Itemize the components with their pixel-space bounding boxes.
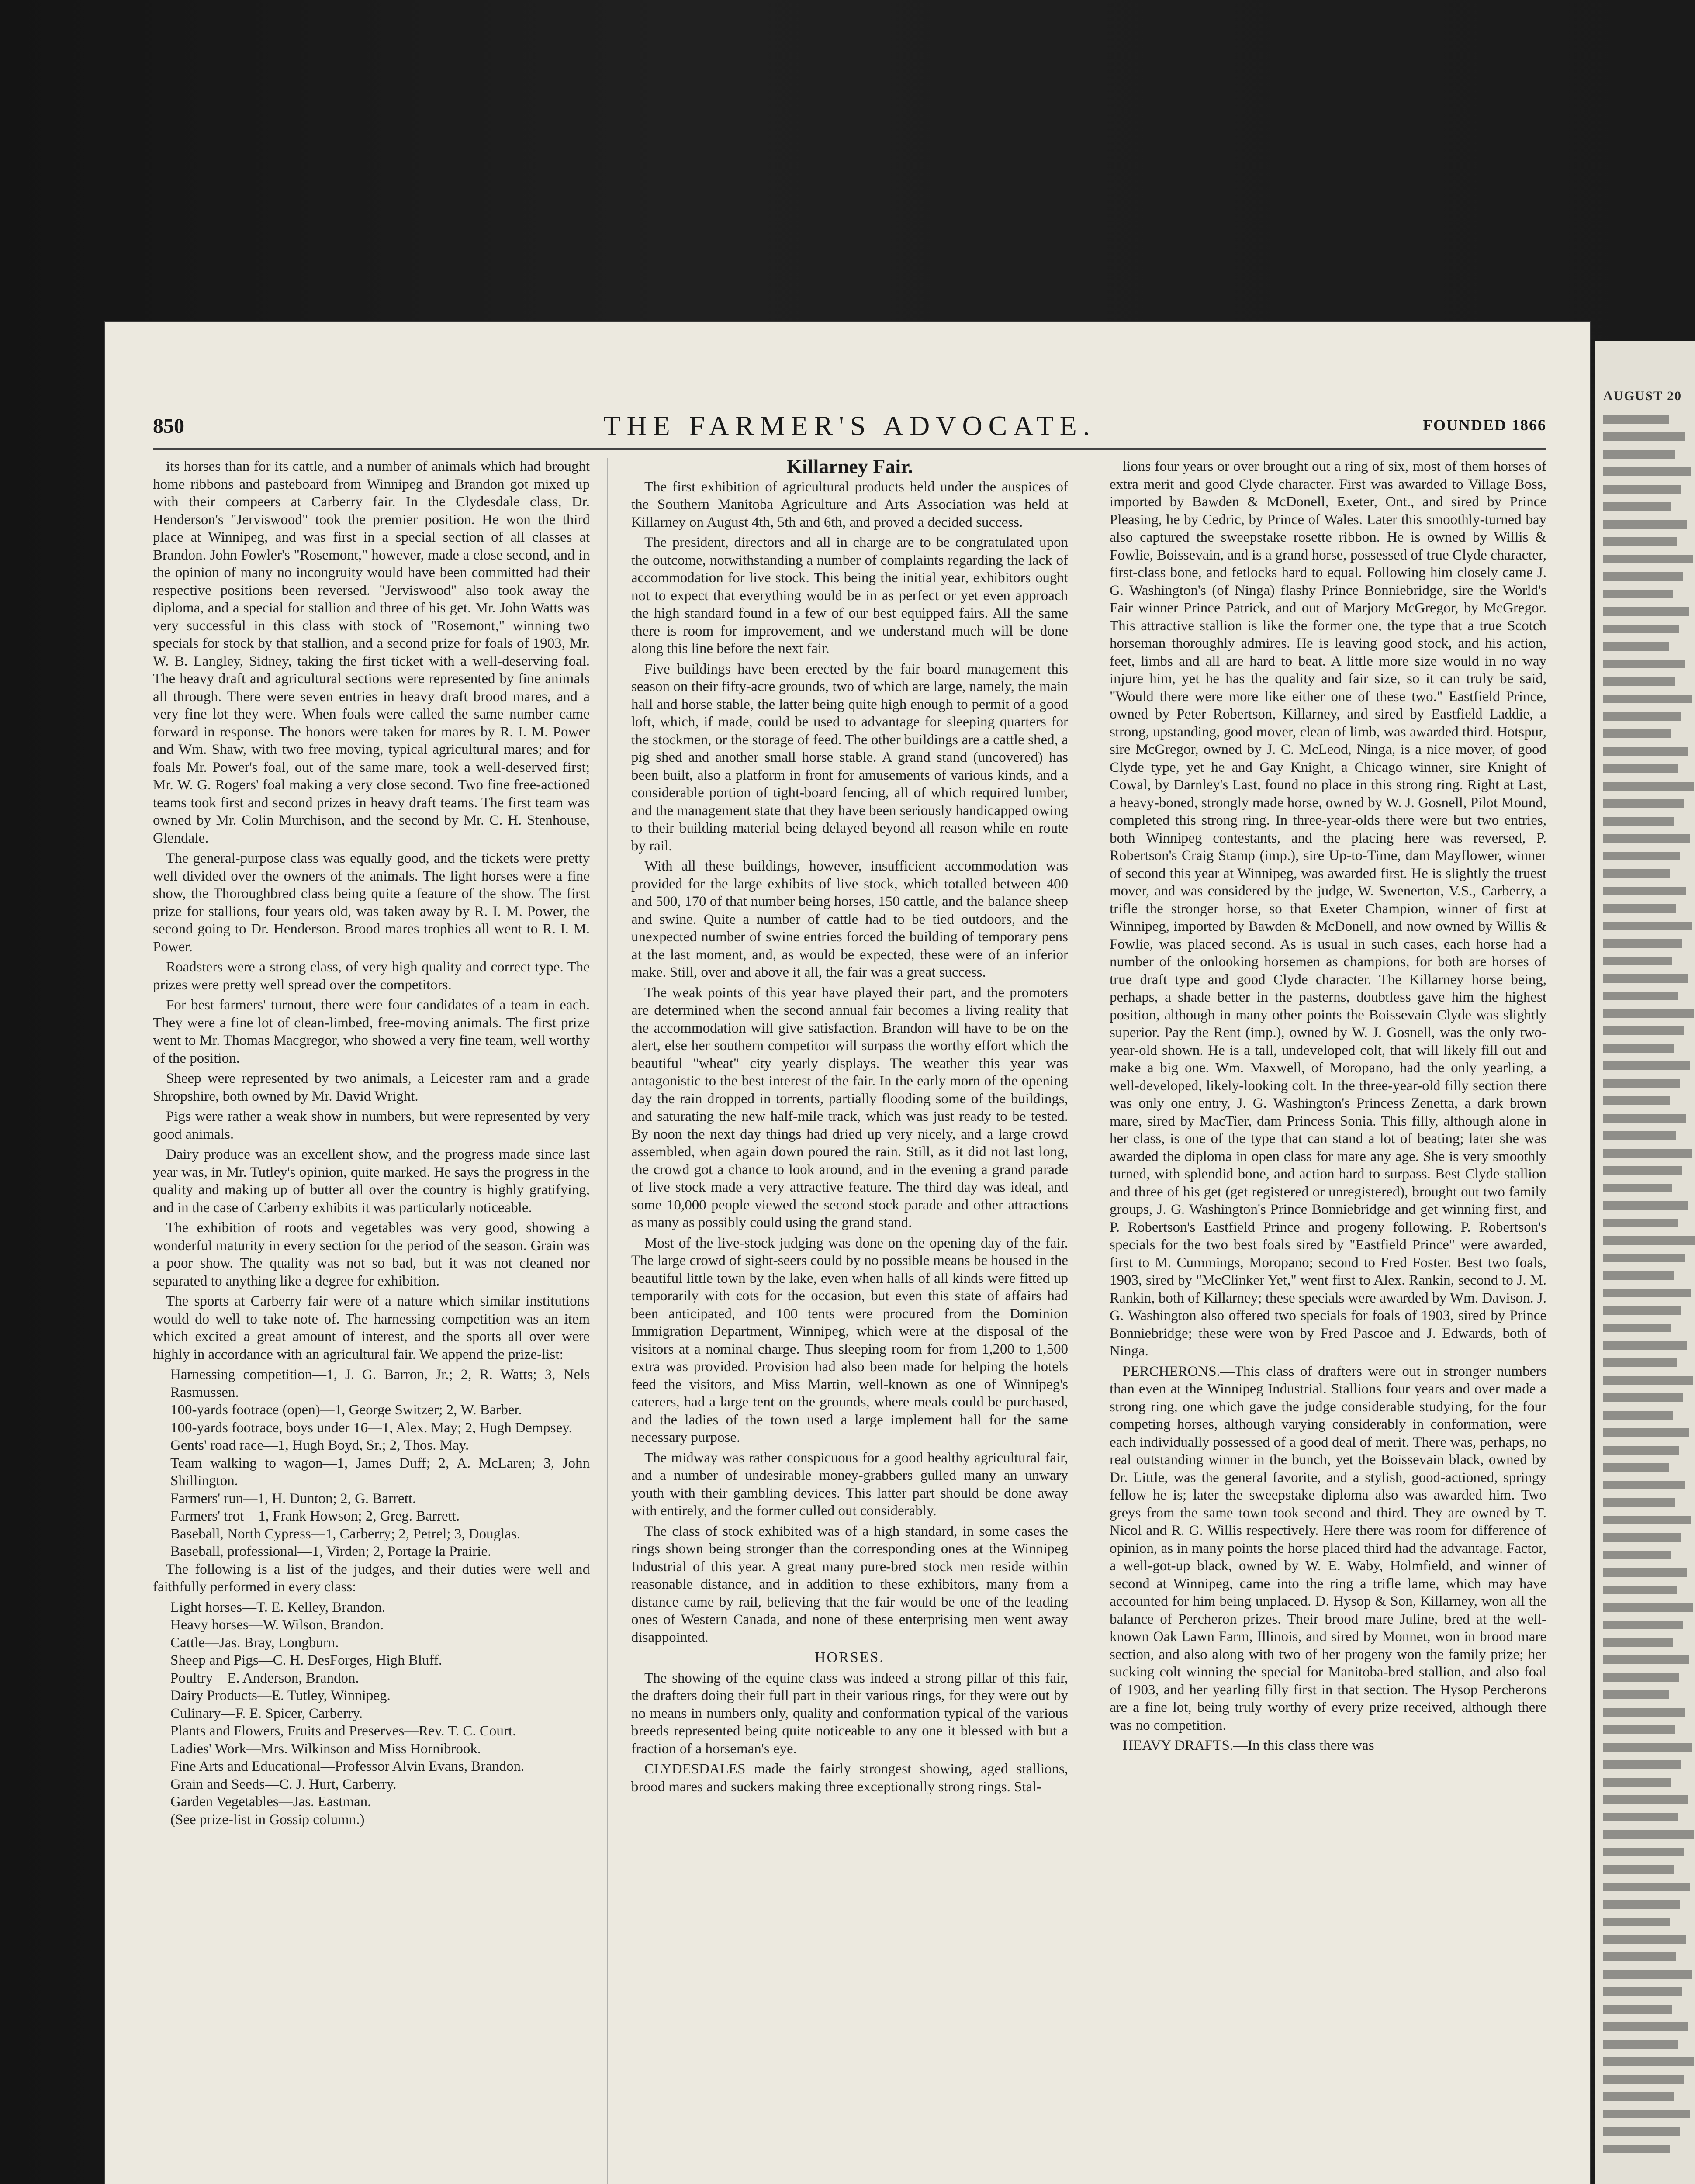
adjacent-page-line bbox=[1603, 834, 1690, 843]
adjacent-page-line bbox=[1603, 1795, 1688, 1804]
adjacent-page-line bbox=[1603, 2022, 1688, 2031]
judges-intro: The following is a list of the judges, and their duties were well and faithfully performed in every class: bbox=[153, 1561, 590, 1595]
adjacent-page-line bbox=[1603, 1166, 1682, 1175]
adjacent-page-edge bbox=[1595, 341, 1695, 2184]
judge-entry: Dairy Products—E. Tutley, Winnipeg. bbox=[170, 1688, 391, 1704]
paragraph: CLYDESDALES made the fairly strongest showing, aged stallions, brood mares and suckers making three exceptionally strong rings. Stal- bbox=[631, 1761, 1068, 1795]
prize-entry: Gents' road race—1, Hugh Boyd, Sr.; 2, Thos. May. bbox=[170, 1438, 469, 1453]
adjacent-page-line bbox=[1603, 1254, 1685, 1262]
adjacent-page-line bbox=[1603, 1813, 1678, 1821]
adjacent-page-line bbox=[1603, 1184, 1672, 1192]
adjacent-page-line bbox=[1603, 1289, 1691, 1297]
adjacent-page-line bbox=[1603, 1935, 1686, 1944]
adjacent-page-line bbox=[1603, 1516, 1691, 1524]
prize-entry: 100-yards footrace, boys under 16—1, Alex. May; 2, Hugh Dempsey. bbox=[170, 1420, 572, 1436]
judge-entry: Poultry—E. Anderson, Brandon. bbox=[170, 1670, 359, 1686]
adjacent-page-line bbox=[1603, 1848, 1684, 1856]
adjacent-page-line bbox=[1603, 467, 1691, 476]
judge-entry: Grain and Seeds—C. J. Hurt, Carberry. bbox=[170, 1776, 397, 1792]
adjacent-page-line bbox=[1603, 537, 1677, 546]
judge-entry: Cattle—Jas. Bray, Longburn. bbox=[170, 1635, 339, 1651]
adjacent-page-line bbox=[1603, 869, 1670, 878]
column-2-paragraphs bbox=[631, 478, 1068, 1647]
column-3-paragraphs bbox=[1110, 458, 1546, 1755]
article-title: Killarney Fair. bbox=[786, 455, 913, 477]
masthead: THE FARMER'S ADVOCATE. bbox=[603, 410, 1096, 441]
adjacent-page-line bbox=[1603, 1621, 1683, 1629]
adjacent-page-line bbox=[1603, 1306, 1681, 1315]
adjacent-page-line bbox=[1603, 1219, 1678, 1227]
adjacent-page-folio: AUGUST 20 bbox=[1603, 389, 1682, 403]
adjacent-page-line bbox=[1603, 677, 1675, 686]
adjacent-page-line bbox=[1603, 1061, 1690, 1070]
adjacent-page-line bbox=[1603, 1114, 1686, 1123]
adjacent-page-line bbox=[1603, 1271, 1674, 1280]
adjacent-page-line bbox=[1603, 1830, 1694, 1839]
adjacent-page-line bbox=[1603, 1428, 1689, 1437]
adjacent-page-line bbox=[1603, 1673, 1679, 1682]
adjacent-page-line bbox=[1603, 1009, 1694, 1018]
paragraph: PERCHERONS.—This class of drafters were out in stronger numbers than even at the Winnipeg Industrial. Stallions four years and over made a strong ring, one which gave the judge considerable studying, for the four competing horses, although varying considerably in conformation, were each individually possessed of a good deal of merit. There was, perhaps, no real outstanding winner in the bunch, yet the Boissevain black, owned by Dr. Little, was the general favorite, and a stylish, good-actioned, springy fellow he is; later the sweepstake diploma also was awarded him. Two greys from the same town took second and third. They are owned by T. Nicol and R. G. Willis respectively. Here there was room for difference of opinion, as in many points the horse placed third had the advantage. Factor, a well-got-up black, owned by W. E. Waby, Holmfield, and winner of second at Winnipeg, came into the ring a trifle lame, which may have accounted for him being unplaced. D. Hysop & Son, Killarney, won all the balance of Percheron prizes. Their brood mare Juline, bred at the well-known Oak Lawn Farm, Illinois, and sired by Monnet, won in brood mare section, and also along with two of her progeny won the family prize; her sucking colt winning the special for Manitoba-bred stallion, and also foal of 1903, and her yearling filly first in that section. The Hysop Percherons are a fine lot, being truly worthy of every prize received, although there was no competition. bbox=[1110, 1363, 1546, 1733]
judge-entry: Ladies' Work—Mrs. Wilkinson and Miss Hornibrook. bbox=[170, 1741, 481, 1757]
adjacent-page-line bbox=[1603, 572, 1683, 581]
adjacent-page-line bbox=[1603, 1603, 1693, 1612]
paragraph: lions four years or over brought out a ring of six, most of them horses of extra merit and good Clyde character. First was awarded to Village Boss, imported by Bawden & McDonell, Exeter, Ont., and sired by Prince Pleasing, he by Cedric, by Prince of Wales. Later this smoothly-turned bay also captured the sweepstake rosette ribbon. He is owned by Willis & Fowlie, Boissevain, and is a grand horse, possessed of true Clyde character, first-class bone, and fetlocks hard to equal. Following him closely came J. G. Washington's (of Ninga) flashy Prince Bonniebridge, sire the World's Fair winner Prince Patrick, and out of Marjory McGregor, by McGregor. This attractive stallion is like the former one, the type that a true Scotch horseman thoroughly admires. He is leaving good stock, and his action, feet, limbs and all are hard to beat. A little more size would in no way injure him, yet he has the quality and fair size, so it can truly be said, "Would there were more like either one of these two." Eastfield Prince, owned by Peter Robertson, Killarney, and sired by Eastfield Laddie, a strong, upstanding, good mover, clean of limb, was awarded third. Hotspur, sire McGregor, owned by J. C. McLeod, Ninga, is a nice mover, of good Clyde type, yet he and Gay Knight, a Chicago winner, sire Knight of Cowal, by Darnley's Last, found no place in this strong ring. Right at Last, a heavy-boned, strongly made horse, owned by W. J. Gosnell, Pilot Mound, completed this strong ring. In three-year-olds there were but two entries, both Winnipeg contestants, and the placing here was reversed, P. Robertson's Craig Stamp (imp.), sire Up-to-Time, dam Mayflower, winner of second this year at Winnipeg, was awarded first. He is slightly the truest mover, and was considered by the judge, W. Swenerton, V.S., Carberry, a trifle the stronger horse, so that Exeter Champion, winner of first at Winnipeg, imported by Bawden & McDonell, and now owned by Willis & Fowlie, was placed second. As is usual in such cases, each horse had a number of the onlooking horsemen as champions, for both are horses of true draft type and good Clyde character. The Killarney horse being, perhaps, a shade better in the pasterns, doubtless gave him the highest position, although in many other points the Boissevain Clyde was slightly superior. Pay the Rent (imp.), owned by W. J. Gosnell, was the only two-year-old shown. He is a tall, undeveloped colt, that will likely fill out and make a big one. Wm. Maxwell, of Moropano, had the only yearling, a well-developed, likely-looking colt. In the three-year-old filly section there was only one entry, J. G. Washington's Princess Zenetta, a dark brown mare, sired by MacTier, dam Princess Sonia. This filly, although alone in her class, is one of the type that can stand a lot of beating; later she was awarded the diploma in open class for mare any age. She is very smoothly turned, with splendid bone, and action hard to surpass. Best Clyde stallion and three of his get (get registered or unregistered), brought out two family groups, J. G. Washington's Prince Bonniebridge and get winning first, and P. Robertson's Eastfield Prince and progeny following. P. Robertson's specials for the two best foals sired by "Eastfield Prince" were awarded, first to M. Cummings, Moropano; second to Fred Foster. Best two foals, 1903, sired by "McClinker Yet," went first to Alex. Rankin, second to J. M. Rankin, both of Killarney; these specials were awarded by Wm. Davison. J. G. Washington also offered two specials for foals of 1903, sired by Prince Bonniebridge; these were won by Fred Pascoe and J. Edwards, both of Ninga. bbox=[1110, 459, 1546, 1359]
prize-entry: Team walking to wagon—1, James Duff; 2, A. McLaren; 3, John Shillington. bbox=[170, 1455, 590, 1489]
judge-entry: Heavy horses—W. Wilson, Brandon. bbox=[170, 1617, 384, 1633]
adjacent-page-line bbox=[1603, 2005, 1672, 2014]
column-1-paragraphs bbox=[153, 458, 590, 1363]
adjacent-page-line bbox=[1603, 2110, 1690, 2118]
paragraph: HEAVY DRAFTS.—In this class there was bbox=[1123, 1738, 1374, 1753]
adjacent-page-line bbox=[1603, 712, 1681, 721]
adjacent-page-line bbox=[1603, 1708, 1685, 1717]
prize-list bbox=[153, 1366, 590, 1561]
newspaper-page bbox=[105, 322, 1590, 2184]
adjacent-page-line bbox=[1603, 555, 1693, 563]
prize-entry: Baseball, North Cypress—1, Carberry; 2, Petrel; 3, Douglas. bbox=[170, 1526, 521, 1542]
adjacent-page-line bbox=[1603, 992, 1678, 1000]
adjacent-page-line bbox=[1603, 2075, 1684, 2084]
adjacent-page-line bbox=[1603, 764, 1678, 773]
column-2-horses-paragraphs bbox=[631, 1669, 1068, 1796]
adjacent-page-line bbox=[1603, 1533, 1681, 1542]
paragraph: With all these buildings, however, insufficient accommodation was provided for the large exhibits of live stock, which totalled between 400 and 500, 170 of that number being horses, 150 cattle, and the balance sheep and swine. Quite a number of cattle had to be tied outdoors, and the unexpected number of swine entries forced the building of temporary pens at the last moment, and, as would be expected, these were of an inferior make. Still, over and above it all, the fair was a great success. bbox=[631, 858, 1068, 980]
prize-entry: Farmers' run—1, H. Dunton; 2, G. Barrett. bbox=[170, 1490, 416, 1507]
paragraph: Roadsters were a strong class, of very high quality and correct type. The prizes were pretty well spread over the competitors. bbox=[153, 959, 590, 993]
paragraph: Dairy produce was an excellent show, and the progress made since last year was, in Mr. Tutley's opinion, quite marked. He says the progress in the quality and making up of butter all over the country is highly gratifying, and in the case of Carberry exhibits it was particularly noticeable. bbox=[153, 1147, 590, 1216]
adjacent-page-line bbox=[1603, 415, 1669, 424]
adjacent-page-line bbox=[1603, 782, 1694, 791]
adjacent-page-line bbox=[1603, 1970, 1692, 1979]
judge-entry: (See prize-list in Gossip column.) bbox=[170, 1811, 365, 1828]
adjacent-page-line bbox=[1603, 1760, 1681, 1769]
adjacent-page-line bbox=[1603, 520, 1687, 529]
adjacent-page-line bbox=[1603, 1865, 1674, 1874]
adjacent-page-line bbox=[1603, 1096, 1670, 1105]
adjacent-page-line bbox=[1603, 1044, 1674, 1053]
adjacent-page-line bbox=[1603, 660, 1685, 668]
paragraph: Pigs were rather a weak show in numbers, but were represented by very good animals. bbox=[153, 1109, 590, 1142]
adjacent-page-line bbox=[1603, 1568, 1687, 1577]
prize-entry: Harnessing competition—1, J. G. Barron, Jr.; 2, R. Watts; 3, Nels Rasmussen. bbox=[170, 1367, 590, 1400]
paragraph: The showing of the equine class was indeed a strong pillar of this fair, the drafters doing their full part in their various rings, for they were out by no means in numbers only, quality and conformation typical of the various breeds represented being quite noticeable to any one it blessed with but a fraction of a horseman's eye. bbox=[631, 1670, 1068, 1757]
adjacent-page-line bbox=[1603, 1952, 1676, 1961]
adjacent-page-line bbox=[1603, 2092, 1674, 2101]
adjacent-page-line bbox=[1603, 432, 1685, 441]
adjacent-page-line bbox=[1603, 904, 1676, 913]
adjacent-page-line bbox=[1603, 607, 1689, 616]
prize-entry: Farmers' trot—1, Frank Howson; 2, Greg. Barrett. bbox=[170, 1508, 460, 1524]
adjacent-page-line bbox=[1603, 1498, 1675, 1507]
paragraph: Most of the live-stock judging was done on the opening day of the fair. The large crowd of sight-seers could by no possible means be housed in the beautiful little town by the lake, even when halls of all kinds were fitted up temporarily with cots for the occasion, but even this state of affairs had been anticipated, and 100 tents were procured from the Dominion Immigration Department, Winnipeg, which were at the disposal of the visitors at a nominal charge. Thus sleeping room for from 1,200 to 1,500 extra was provided. Provision had also been made for helping the hotels feed the visitors, and Miss Martin, well-known as one of Winnipeg's caterers, had a large tent on the grounds, where meals could be purchased, and the ladies of the town used a large implement hall for the same necessary purpose. bbox=[631, 1235, 1068, 1445]
section-heading-horses: HORSES. bbox=[815, 1649, 885, 1666]
adjacent-page-line bbox=[1603, 1131, 1676, 1140]
paragraph: The sports at Carberry fair were of a nature which similar institutions would do well to take note of. The harnessing competition was an item which excited a great amount of interest, and the sports all over were highly in accordance with an agricultural fair. We append the prize-list: bbox=[153, 1293, 590, 1362]
adjacent-page-line bbox=[1603, 1393, 1683, 1402]
adjacent-page-line bbox=[1603, 1743, 1692, 1752]
adjacent-page-line bbox=[1603, 1026, 1684, 1035]
judge-entry: Fine Arts and Educational—Professor Alvin Evans, Brandon. bbox=[170, 1759, 525, 1774]
adjacent-page-line bbox=[1603, 922, 1692, 930]
adjacent-page-line bbox=[1603, 1481, 1685, 1489]
adjacent-page-line bbox=[1603, 450, 1675, 459]
header-rule bbox=[153, 448, 1546, 450]
adjacent-page-line bbox=[1603, 1690, 1669, 1699]
adjacent-page-line bbox=[1603, 729, 1671, 738]
adjacent-page-line bbox=[1603, 2127, 1680, 2136]
adjacent-page-line bbox=[1603, 799, 1684, 808]
column-2 bbox=[631, 455, 1068, 1798]
adjacent-page-line bbox=[1603, 974, 1688, 983]
adjacent-page-line bbox=[1603, 1236, 1695, 1245]
adjacent-page-line bbox=[1603, 1900, 1680, 1909]
adjacent-page-line bbox=[1603, 2057, 1694, 2066]
adjacent-page-line bbox=[1603, 1411, 1673, 1420]
adjacent-page-line bbox=[1603, 817, 1674, 826]
judge-entry: Culinary—F. E. Spicer, Carberry. bbox=[170, 1705, 363, 1721]
adjacent-page-line bbox=[1603, 1079, 1680, 1088]
paragraph: The class of stock exhibited was of a high standard, in some cases the rings shown being stronger than the corresponding ones at the Winnipeg Industrial of this year. A great many pure-bred stock men reside within reasonable distance, and in addition to these exhibitors, many from a distance came by rail, believing that the fair would be one of the leading ones of Western Canada, and none of these enterprising men went away disappointed. bbox=[631, 1523, 1068, 1645]
adjacent-page-line bbox=[1603, 590, 1673, 598]
prize-entry: 100-yards footrace (open)—1, George Switzer; 2, W. Barber. bbox=[170, 1402, 522, 1418]
adjacent-page-line bbox=[1603, 957, 1672, 965]
column-1 bbox=[153, 458, 590, 1828]
adjacent-page-line bbox=[1603, 1358, 1677, 1367]
adjacent-page-line bbox=[1603, 642, 1669, 651]
adjacent-page-line bbox=[1603, 1655, 1689, 1664]
adjacent-page-line bbox=[1603, 1987, 1682, 1996]
adjacent-page-line bbox=[1603, 1324, 1671, 1332]
adjacent-page-line bbox=[1603, 2145, 1670, 2153]
judge-entry: Sheep and Pigs—C. H. DesForges, High Bluff. bbox=[170, 1652, 443, 1668]
adjacent-page-line bbox=[1603, 1918, 1670, 1926]
adjacent-page-line bbox=[1603, 1149, 1692, 1158]
page-number: 850 bbox=[153, 415, 184, 438]
adjacent-page-line bbox=[1603, 502, 1671, 511]
adjacent-page-line bbox=[1603, 2040, 1678, 2049]
paragraph: For best farmers' turnout, there were four candidates of a team in each. They were a fine lot of clean-limbed, free-moving animals. The first prize went to Mr. Thomas Macgregor, who showed a very fine team, well worthy of the position. bbox=[153, 997, 590, 1066]
page-header bbox=[153, 410, 1546, 445]
founded-line: FOUNDED 1866 bbox=[1423, 416, 1546, 434]
judges-list bbox=[153, 1599, 590, 1829]
paragraph: its horses than for its cattle, and a number of animals which had brought home ribbons and pasteboard from Winnipeg and Brandon got mixed up with their compeers at Carberry fair. In the Clydesdale class, Dr. Henderson's "Jerviswood" took the premier position. He won the third place at Winnipeg, and was first in a special section of all classes at Brandon. John Fowler's "Rosemont," however, made a close second, and in the opinion of many no incongruity would have been committed had their respective positions been reversed. "Jerviswood" also took away the diploma, and a special for stallion and three of his get. Mr. John Watts was very successful in this class with stock of "Rosemont," winning two specials for stock by that stallion, and a second prize for foals of 1903, Mr. W. B. Langley, Sidney, taking the first ticket with a well-deserving foal. The heavy draft and agricultural sections were represented by fine animals all through. There were seven entries in heavy draft brood mares, and a very fine lot they were. When foals were called the same number came forward in response. The honors were taken for mares by R. I. M. Power and Wm. Shaw, with two free moving, typical agricultural mares; and for foals Mr. Power's foal, out of the same mare, took a well-deserved first; Mr. W. G. Rogers' foal making a very close second. Two fine free-actioned teams took first and second prizes in heavy draft teams. The first team was owned by Mr. Colin Murchison, and the second by Mr. C. H. Stenhouse, Glendale. bbox=[153, 459, 590, 846]
judge-entry: Garden Vegetables—Jas. Eastman. bbox=[170, 1794, 371, 1810]
adjacent-page-line bbox=[1603, 695, 1692, 703]
column-3 bbox=[1110, 458, 1546, 1757]
judge-entry: Plants and Flowers, Fruits and Preserves—Rev. T. C. Court. bbox=[170, 1723, 516, 1739]
adjacent-page-line bbox=[1603, 1725, 1675, 1734]
paragraph: The president, directors and all in charge are to be congratulated upon the outcome, notwithstanding a number of complaints regarding the lack of accommodation for live stock. This being the initial year, exhibitors ought not to expect that everything would be in as perfect or yet even approach the high standard found in a few of our best equipped fairs. All the same there is room for improvement, and we understand much will be done along this line before the next fair. bbox=[631, 535, 1068, 657]
paragraph: Five buildings have been erected by the fair board management this season on their fifty-acre grounds, two of which are large, namely, the main hall and horse stable, the latter being quite high enough to permit of a good loft, which, if made, could be used to advantage for sleeping quarters for the stockmen, or the storage of feed. The other buildings are a cattle shed, a pig shed and another small horse stable. A grand stand (uncovered) has been built, also a platform in front for amusements of various kinds, and a considerable portion of tight-board fencing, all of which required lumber, and the management state that they have been seriously handicapped owing to their building material being delayed beyond all reason while en route by rail. bbox=[631, 661, 1068, 854]
judge-entry: Light horses—T. E. Kelley, Brandon. bbox=[170, 1599, 386, 1615]
adjacent-page-line bbox=[1603, 887, 1686, 895]
adjacent-page-line bbox=[1603, 1883, 1690, 1891]
paragraph: The general-purpose class was equally good, and the tickets were pretty well divided over the owners of the animals. The light horses were a fine show, the Thoroughbred class being quite a feature of the show. The first prize for stallions, four years old, was taken away by R. I. M. Power, the second going to Dr. Henderson. Brood mares trophies all went to R. I. M. Power. bbox=[153, 850, 590, 955]
adjacent-page-line bbox=[1603, 747, 1688, 756]
prize-entry: Baseball, professional—1, Virden; 2, Portage la Prairie. bbox=[170, 1544, 491, 1559]
adjacent-page-line bbox=[1603, 1201, 1688, 1210]
adjacent-page-line bbox=[1603, 1376, 1693, 1385]
adjacent-page-line bbox=[1603, 625, 1679, 633]
adjacent-page-line bbox=[1603, 1638, 1673, 1647]
adjacent-page-line bbox=[1603, 1551, 1671, 1559]
paragraph: The exhibition of roots and vegetables was very good, showing a wonderful maturity in every section for the period of the season. Grain was a poor show. The quality was not so bad, but it was not cleaned nor separated to anything like a degree for exhibition. bbox=[153, 1220, 590, 1289]
adjacent-page-line bbox=[1603, 1463, 1669, 1472]
adjacent-page-line bbox=[1603, 1446, 1679, 1455]
adjacent-page-line bbox=[1603, 1778, 1671, 1787]
adjacent-page-line bbox=[1603, 1341, 1687, 1350]
adjacent-page-line bbox=[1603, 939, 1682, 948]
paragraph: The weak points of this year have played their part, and the promoters are determined when the second annual fair becomes a living reality that the accommodation will give satisfaction. Brandon will have to be on the alert, else her southern competitor will surpass the worthy effort which the beautiful "wheat" city yearly displays. The weather this year was antagonistic to the best interest of the fair. In the early morn of the opening day the rain dropped in torrents, partially flooding some of the buildings, and saturating the new half-mile track, which was just ready to be tested. By noon the next day things had dried up very nicely, and a large crowd assembled, when again down poured the rain. Still, as it did not last long, the crowd got a chance to look around, and in the evening a grand parade of live stock made a very attractive feature. The third day was ideal, and some 10,000 people viewed the second stock parade and other attractions as many as possibly could using the grand stand. bbox=[631, 985, 1068, 1230]
adjacent-page-line bbox=[1603, 852, 1680, 860]
paragraph: The midway was rather conspicuous for a good healthy agricultural fair, and a number of undesirable money-grabbers gulled many an unwary youth with their gambling devices. This latter part should be done away with entirely, and the former culled out considerably. bbox=[631, 1450, 1068, 1519]
paragraph: Sheep were represented by two animals, a Leicester ram and a grade Shropshire, both owned by Mr. David Wright. bbox=[153, 1071, 590, 1104]
column-rule bbox=[607, 458, 608, 2184]
adjacent-page-line bbox=[1603, 485, 1681, 494]
paragraph: The first exhibition of agricultural products held under the auspices of the Southern Manitoba Agriculture and Arts Association was held at Killarney on August 4th, 5th and 6th, and proved a decided success. bbox=[631, 479, 1068, 530]
adjacent-page-line bbox=[1603, 1586, 1677, 1594]
